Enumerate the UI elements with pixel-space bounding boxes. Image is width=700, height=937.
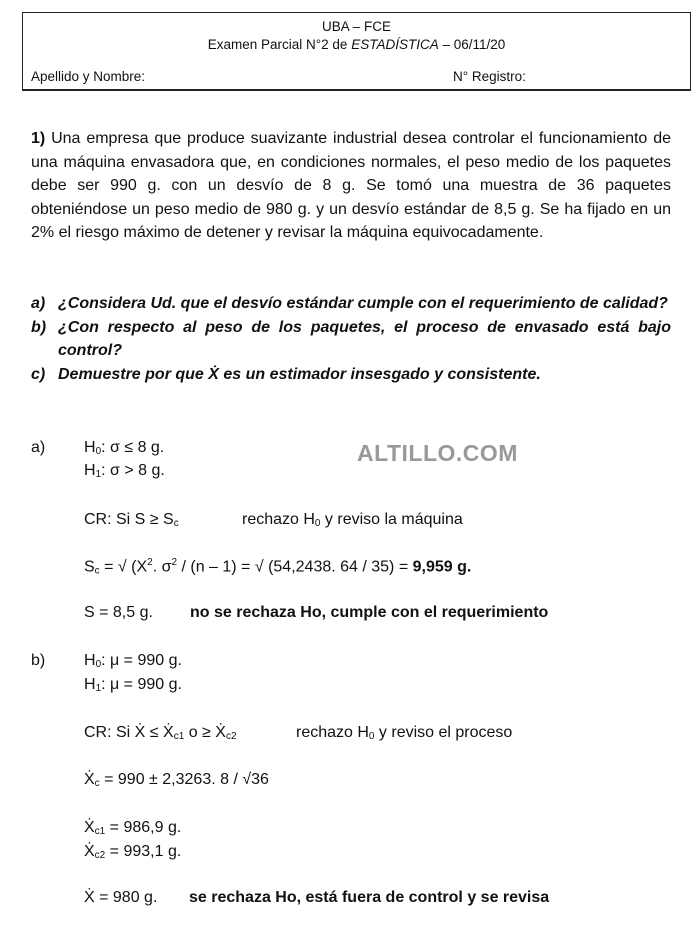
a-h0: $H_0$: σ ≤ 8 g. [84, 439, 165, 457]
xc-text: = 990 ± 2,3263. 8 / √36 [99, 771, 269, 788]
cr-action2: y reviso el proceso [374, 724, 513, 741]
xc2-text: = 993,1 g. [105, 843, 182, 860]
question-b [31, 316, 671, 363]
exam-title [23, 36, 690, 54]
sc-c: / (n – 1) = √ (54,2438. 64 / 35) = [177, 558, 413, 576]
cr-sub1: c1 [173, 731, 185, 742]
question-c [31, 363, 671, 387]
q-text: Demuestre por que Ẋ es un estimador insesgado y consistente. [58, 365, 541, 383]
h0-text: : σ ≤ 8 g. [101, 439, 165, 456]
b-x-value: Ẋ = 980 g. [84, 889, 158, 906]
question-a [31, 292, 671, 316]
a-conclusion: no se rechaza Ho, cumple con el requerimiento [190, 604, 549, 621]
sc-b: . σ [152, 558, 172, 576]
cr-action: rechazo H [296, 724, 369, 741]
problem-text: Una empresa que produce suavizante industrial desea controlar el funcionamiento de una máquina envasadora que, en condiciones normales, el peso medio de los paquetes debe ser 990 g. con un desvío de 8 g. Se tomó una muestra de 36 paquetes obteniéndose un peso medio de 980 g. y un desvío estándar de 8,5 g. Se ha fijado en un 2% el riesgo máximo de detener y revisar la máquina equivocadamente. [31, 130, 671, 241]
b-xc1: Ẋ$_{c1}$ = 986,9 g. [84, 819, 182, 837]
q-label: a) [31, 295, 46, 312]
name-label: Apellido y Nombre: [31, 69, 146, 84]
q-text: ¿Considera Ud. que el desvío estándar cumple con el requerimiento de calidad? [58, 295, 668, 312]
a-s-value: S = 8,5 g. [84, 604, 153, 621]
xc1-text: = 986,9 g. [105, 819, 182, 836]
a-h1: $H_1$: σ > 8 g. [84, 462, 165, 480]
q-label: c) [31, 365, 46, 383]
watermark: ALTILLO.COM [357, 440, 518, 466]
a-cr [84, 511, 179, 529]
cr-sub2: c2 [225, 731, 237, 742]
cr-text: CR: Si S ≥ S [84, 511, 174, 528]
b-xc2: Ẋ$_{c2}$ = 993,1 g. [84, 843, 182, 861]
b-h1: $H_1$: μ = 990 g. [84, 676, 182, 694]
b-cr-action: rechazo $H_0$ y reviso el proceso [296, 724, 513, 742]
b-xc-formula: Ẋ$_c$ = 990 ± 2,3263. 8 / √36 [84, 771, 269, 789]
answer-a-label: a) [31, 439, 46, 456]
b-conclusion: se rechaza Ho, está fuera de control y se revisa [189, 889, 550, 906]
title-subject: ESTADÍSTICA [351, 37, 439, 52]
h1-text: : σ > 8 g. [101, 462, 165, 479]
q-label: b) [31, 318, 47, 336]
a-sc-formula: $S_c$ = √ ($X^2$. $\sigma^2 / (n - 1)$ = √ (54,2438. 64 / 35) = 9,959 g. [84, 557, 472, 577]
cr-mid: o ≥ Ẋ [184, 724, 226, 741]
cr-action: rechazo H [242, 511, 315, 528]
h1-text: : μ = 990 g. [101, 676, 182, 693]
problem-statement [31, 127, 671, 245]
cr-text: CR: Si Ẋ ≤ Ẋ [84, 724, 174, 741]
title-date: – 06/11/20 [438, 37, 506, 52]
questions [31, 292, 671, 386]
cr-sub: c [173, 518, 179, 529]
university: UBA – FCE [321, 19, 392, 34]
registro-label: N° Registro: [453, 69, 526, 84]
h0-text: : μ = 990 g. [101, 652, 182, 669]
b-h0: $H_0$: μ = 990 g. [84, 652, 182, 670]
a-cr-action: rechazo $H_0$ y reviso la máquina [242, 511, 463, 529]
cr-action2: y reviso la máquina [320, 511, 463, 528]
exam-header [22, 12, 691, 91]
sc-result: 9,959 g. [412, 558, 472, 576]
problem-number: 1) [31, 130, 46, 147]
title-a: Examen Parcial N°2 de [207, 37, 352, 52]
answer-b-label: b) [31, 652, 46, 669]
q-text: ¿Con respecto al peso de los paquetes, el proceso de envasado está bajo control? [58, 318, 671, 359]
sc-a: = √ (X [99, 558, 148, 576]
b-cr [84, 724, 237, 742]
